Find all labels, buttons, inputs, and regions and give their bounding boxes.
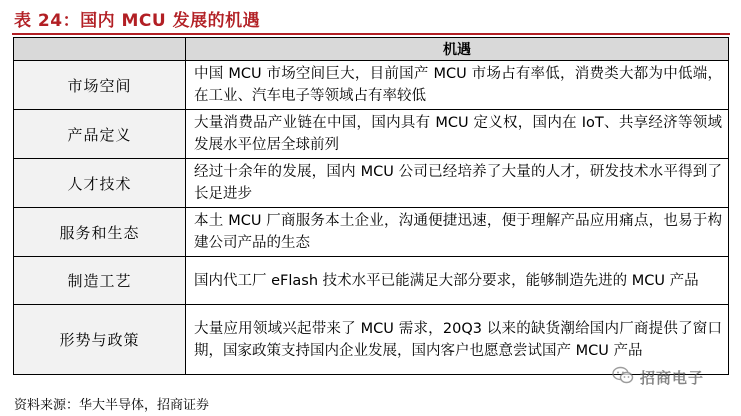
table-title: 表 24：国内 MCU 发展的机遇 (14, 11, 261, 31)
row-label: 人才技术 (14, 159, 186, 208)
row-label: 市场空间 (14, 61, 186, 110)
row-label: 形势与政策 (14, 305, 186, 375)
table-row (14, 61, 729, 110)
table-row (14, 305, 729, 375)
source-note: 资料来源：华大半导体，招商证券 (14, 398, 210, 413)
opportunities-table (13, 37, 729, 375)
row-description: 本土 MCU 厂商服务本土企业，沟通便捷迅速，便于理解产品应用痛点，也易于构建公司产品的生态 (186, 208, 729, 257)
header-opportunity: 机遇 (186, 38, 729, 61)
wechat-icon (612, 366, 634, 388)
row-description: 大量应用领域兴起带来了 MCU 需求，20Q3 以来的缺货潮给国内厂商提供了窗口期，国家政策支持国内企业发展，国内客户也愿意尝试国产 MCU 产品 (186, 305, 729, 375)
watermark (612, 366, 704, 388)
table-header-row (14, 38, 729, 61)
row-description: 经过十余年的发展，国内 MCU 公司已经培养了大量的人才，研发技术水平得到了长足进步 (186, 159, 729, 208)
row-label: 服务和生态 (14, 208, 186, 257)
table-row (14, 208, 729, 257)
watermark-text: 招商电子 (640, 368, 705, 387)
row-description: 国内代工厂 eFlash 技术水平已能满足大部分要求，能够制造先进的 MCU 产品 (186, 257, 729, 305)
row-label: 制造工艺 (14, 257, 186, 305)
row-label: 产品定义 (14, 110, 186, 159)
table-row (14, 257, 729, 305)
row-description: 大量消费品产业链在中国，国内具有 MCU 定义权，国内在 IoT、共享经济等领域发展水平位居全球前列 (186, 110, 729, 159)
row-description: 中国 MCU 市场空间巨大，目前国产 MCU 市场占有率低，消费类大都为中低端，在工业、汽车电子等领域占有率较低 (186, 61, 729, 110)
table-row (14, 159, 729, 208)
header-blank-cell (14, 38, 186, 61)
title-divider (12, 33, 730, 35)
table-row (14, 110, 729, 159)
